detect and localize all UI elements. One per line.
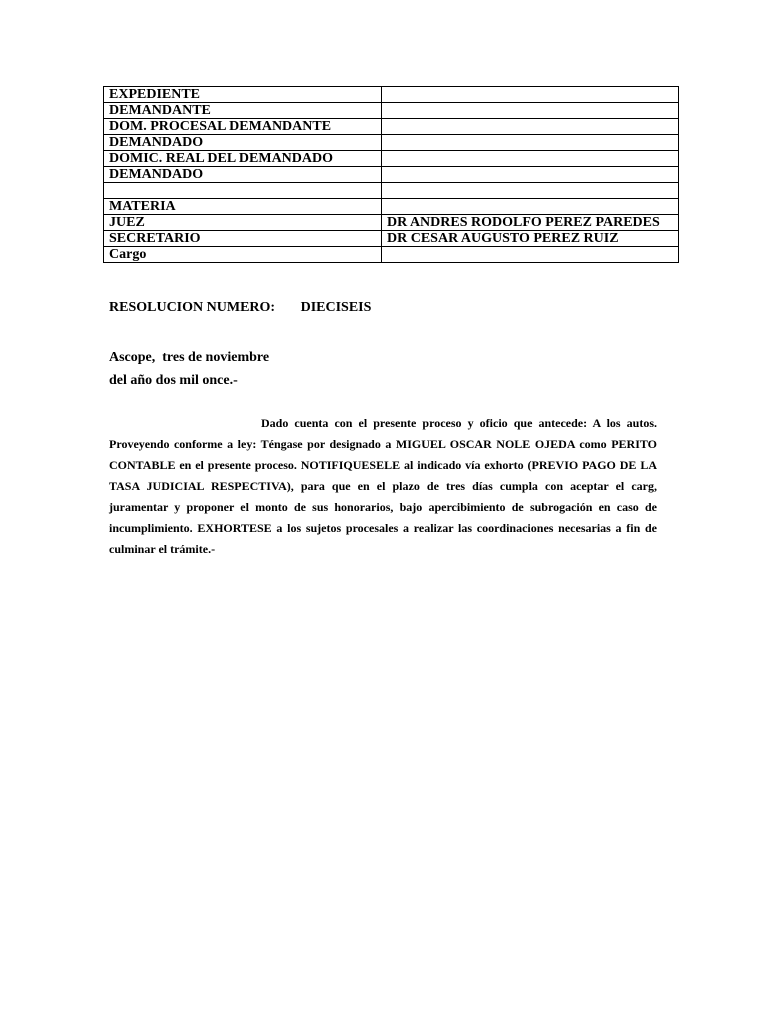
table-row — [104, 183, 679, 199]
row-value-secretario: DR CESAR AUGUSTO PEREZ RUIZ — [382, 231, 679, 247]
table-row — [104, 151, 679, 167]
table-row — [104, 87, 679, 103]
row-label-demandante: DEMANDANTE — [104, 103, 382, 119]
row-label-materia: MATERIA — [104, 199, 382, 215]
table-row — [104, 119, 679, 135]
row-label-domic-real: DOMIC. REAL DEL DEMANDADO — [104, 151, 382, 167]
table-row — [104, 135, 679, 151]
row-label-juez: JUEZ — [104, 215, 382, 231]
table-row — [104, 231, 679, 247]
row-label-empty — [104, 183, 382, 199]
row-label-secretario: SECRETARIO — [104, 231, 382, 247]
resolution-number: DIECISEIS — [300, 300, 372, 315]
row-value-domic-real — [382, 151, 679, 167]
table-row — [104, 199, 679, 215]
row-label-cargo: Cargo — [104, 247, 382, 263]
row-value-empty — [382, 183, 679, 199]
row-value-cargo — [382, 247, 679, 263]
table-row — [104, 103, 679, 119]
resolution-body-text: Dado cuenta con el presente proceso y oficio que antecede: A los autos. Proveyendo conforme a ley: Téngase por designado a MIGUEL OSCAR NOLE OJEDA como PERITO CONTABLE en el presente proceso. NOTIFIQUESELE al indicado vía exhorto (PREVIO PAGO DE LA TASA JUDICIAL RESPECTIVA), para que en el plazo de tres días cumpla con aceptar el carg, juramentar y proponer el monto de sus honorarios, bajo apercibimiento de subrogación en caso de incumplimiento. EXHORTESE a los sujetos procesales a realizar las coordinaciones necesarias a fin de culminar el trámite.- — [109, 416, 657, 556]
resolution-label: RESOLUCION NUMERO: — [109, 300, 276, 315]
resolution-body — [109, 413, 657, 560]
table-row — [104, 247, 679, 263]
row-value-juez: DR ANDRES RODOLFO PEREZ PAREDES — [382, 215, 679, 231]
row-label-dom-procesal: DOM. PROCESAL DEMANDANTE — [104, 119, 382, 135]
date-block — [109, 346, 269, 392]
table-row — [104, 167, 679, 183]
row-label-expediente: EXPEDIENTE — [104, 87, 382, 103]
row-value-demandante — [382, 103, 679, 119]
row-value-expediente — [382, 87, 679, 103]
row-value-demandado — [382, 135, 679, 151]
resolution-heading — [109, 300, 371, 316]
row-value-dom-procesal — [382, 119, 679, 135]
case-header-table — [103, 86, 679, 263]
row-value-demandado-2 — [382, 167, 679, 183]
row-label-demandado-2: DEMANDADO — [104, 167, 382, 183]
row-value-materia — [382, 199, 679, 215]
row-label-demandado: DEMANDADO — [104, 135, 382, 151]
table-row — [104, 215, 679, 231]
date-line-1: Ascope, tres de noviembre — [109, 350, 270, 365]
date-line-2: del año dos mil once.- — [109, 373, 238, 388]
